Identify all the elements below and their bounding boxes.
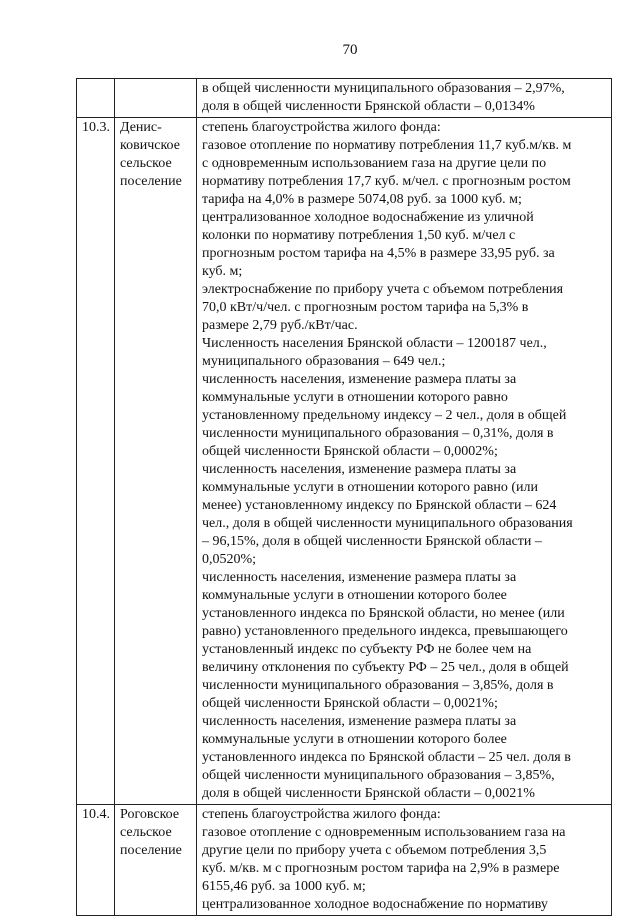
- description-line: установленного индекса по Брянской области, но менее (или: [202, 606, 565, 621]
- description-line: в общей численности муниципального образования – 2,97%,: [202, 81, 565, 96]
- row-number-cell: [77, 79, 115, 118]
- description-line: 6155,46 руб. за 1000 куб. м;: [202, 879, 366, 894]
- description-line: прогнозным ростом тарифа на 4,5% в размере 33,95 руб. за: [202, 246, 555, 261]
- table-row: [77, 118, 612, 805]
- settlement-name-line: сельское: [120, 825, 172, 840]
- description-line: коммунальные услуги в отношении которого равно (или: [202, 480, 538, 495]
- description-line: централизованное холодное водоснабжение по нормативу: [202, 897, 548, 912]
- settlement-name-line: поселение: [120, 843, 182, 858]
- description-line: с одновременным использованием газа на другие цели по: [202, 156, 547, 171]
- row-number-cell: 10.4.: [77, 805, 115, 916]
- description-line: равно) установленного предельного индекса, превышающего: [202, 624, 568, 639]
- page-number: 70: [342, 42, 358, 58]
- description-line: газовое отопление по нормативу потребления 11,7 куб.м/кв. м: [202, 138, 572, 153]
- description-line: нормативу потребления 17,7 куб. м/чел. с прогнозным ростом: [202, 174, 571, 189]
- description-line: другие цели по прибору учета с объемом потребления 3,5: [202, 843, 547, 858]
- description-cell: [197, 79, 612, 118]
- description-line: – 96,15%, доля в общей численности Брянской области –: [202, 534, 542, 549]
- description-line: электроснабжение по прибору учета с объемом потребления: [202, 282, 564, 297]
- settlement-name-line: Роговское: [120, 807, 180, 822]
- description-line: 0,0520%;: [202, 552, 257, 567]
- description-line: доля в общей численности Брянской области – 0,0134%: [202, 99, 535, 114]
- description-line: численности муниципального образования – 3,85%, доля в: [202, 678, 554, 693]
- description-line: величину отклонения по субъекту РФ – 25 чел., доля в общей: [202, 660, 569, 675]
- description-line: численность населения, изменение размера платы за: [202, 714, 517, 729]
- settlement-name-line: сельское: [120, 156, 172, 171]
- description-line: размере 2,79 руб./кВт/час.: [202, 318, 358, 333]
- description-line: муниципального образования – 649 чел.;: [202, 354, 446, 369]
- description-line: степень благоустройства жилого фонда:: [202, 120, 441, 135]
- description-line: тарифа на 4,0% в размере 5074,08 руб. за 1000 куб. м;: [202, 192, 522, 207]
- description-line: коммунальные услуги в отношении которого равно: [202, 390, 508, 405]
- description-cell: [197, 805, 612, 916]
- table-body: [77, 79, 612, 916]
- table-row: [77, 805, 612, 916]
- tariff-table: [76, 78, 612, 916]
- description-line: установленный индекс по субъекту РФ не более чем на: [202, 642, 532, 657]
- description-line: газовое отопление с одновременным использованием газа на: [202, 825, 566, 840]
- description-line: общей численности Брянской области – 0,0021%;: [202, 696, 498, 711]
- description-line: куб. м/кв. м с прогнозным ростом тарифа на 2,9% в размере: [202, 861, 560, 876]
- description-line: колонки по нормативу потребления 1,50 куб. м/чел с: [202, 228, 516, 243]
- description-line: установленному предельному индексу – 2 чел., доля в общей: [202, 408, 567, 423]
- description-line: численность населения, изменение размера платы за: [202, 372, 517, 387]
- description-line: 70,0 кВт/ч/чел. с прогнозным ростом тарифа на 5,3% в: [202, 300, 529, 315]
- settlement-name-cell: [115, 79, 197, 118]
- settlement-name-line: ковичское: [120, 138, 180, 153]
- description-line: общей численности муниципального образования – 3,85%,: [202, 768, 555, 783]
- settlement-name-line: поселение: [120, 174, 182, 189]
- description-line: общей численности Брянской области – 0,0002%;: [202, 444, 498, 459]
- settlement-name-line: Денис-: [120, 120, 162, 135]
- description-line: доля в общей численности Брянской области – 0,0021%: [202, 786, 535, 801]
- description-line: степень благоустройства жилого фонда:: [202, 807, 441, 822]
- description-cell: [197, 118, 612, 805]
- description-line: коммунальные услуги в отношении которого более: [202, 588, 507, 603]
- description-line: численность населения, изменение размера платы за: [202, 570, 517, 585]
- settlement-name-cell: [115, 805, 197, 916]
- table-row: [77, 79, 612, 118]
- description-line: менее) установленному индексу по Брянской области – 624: [202, 498, 557, 513]
- description-line: Численность населения Брянской области – 1200187 чел.,: [202, 336, 547, 351]
- description-line: коммунальные услуги в отношении которого более: [202, 732, 507, 747]
- description-line: чел., доля в общей численности муниципального образования: [202, 516, 573, 531]
- description-line: установленного индекса по Брянской области – 25 чел. доля в: [202, 750, 571, 765]
- description-line: численность населения, изменение размера платы за: [202, 462, 517, 477]
- row-number-cell: 10.3.: [77, 118, 115, 805]
- description-line: куб. м;: [202, 264, 243, 279]
- settlement-name-cell: [115, 118, 197, 805]
- description-line: централизованное холодное водоснабжение из уличной: [202, 210, 534, 225]
- description-line: численности муниципального образования – 0,31%, доля в: [202, 426, 554, 441]
